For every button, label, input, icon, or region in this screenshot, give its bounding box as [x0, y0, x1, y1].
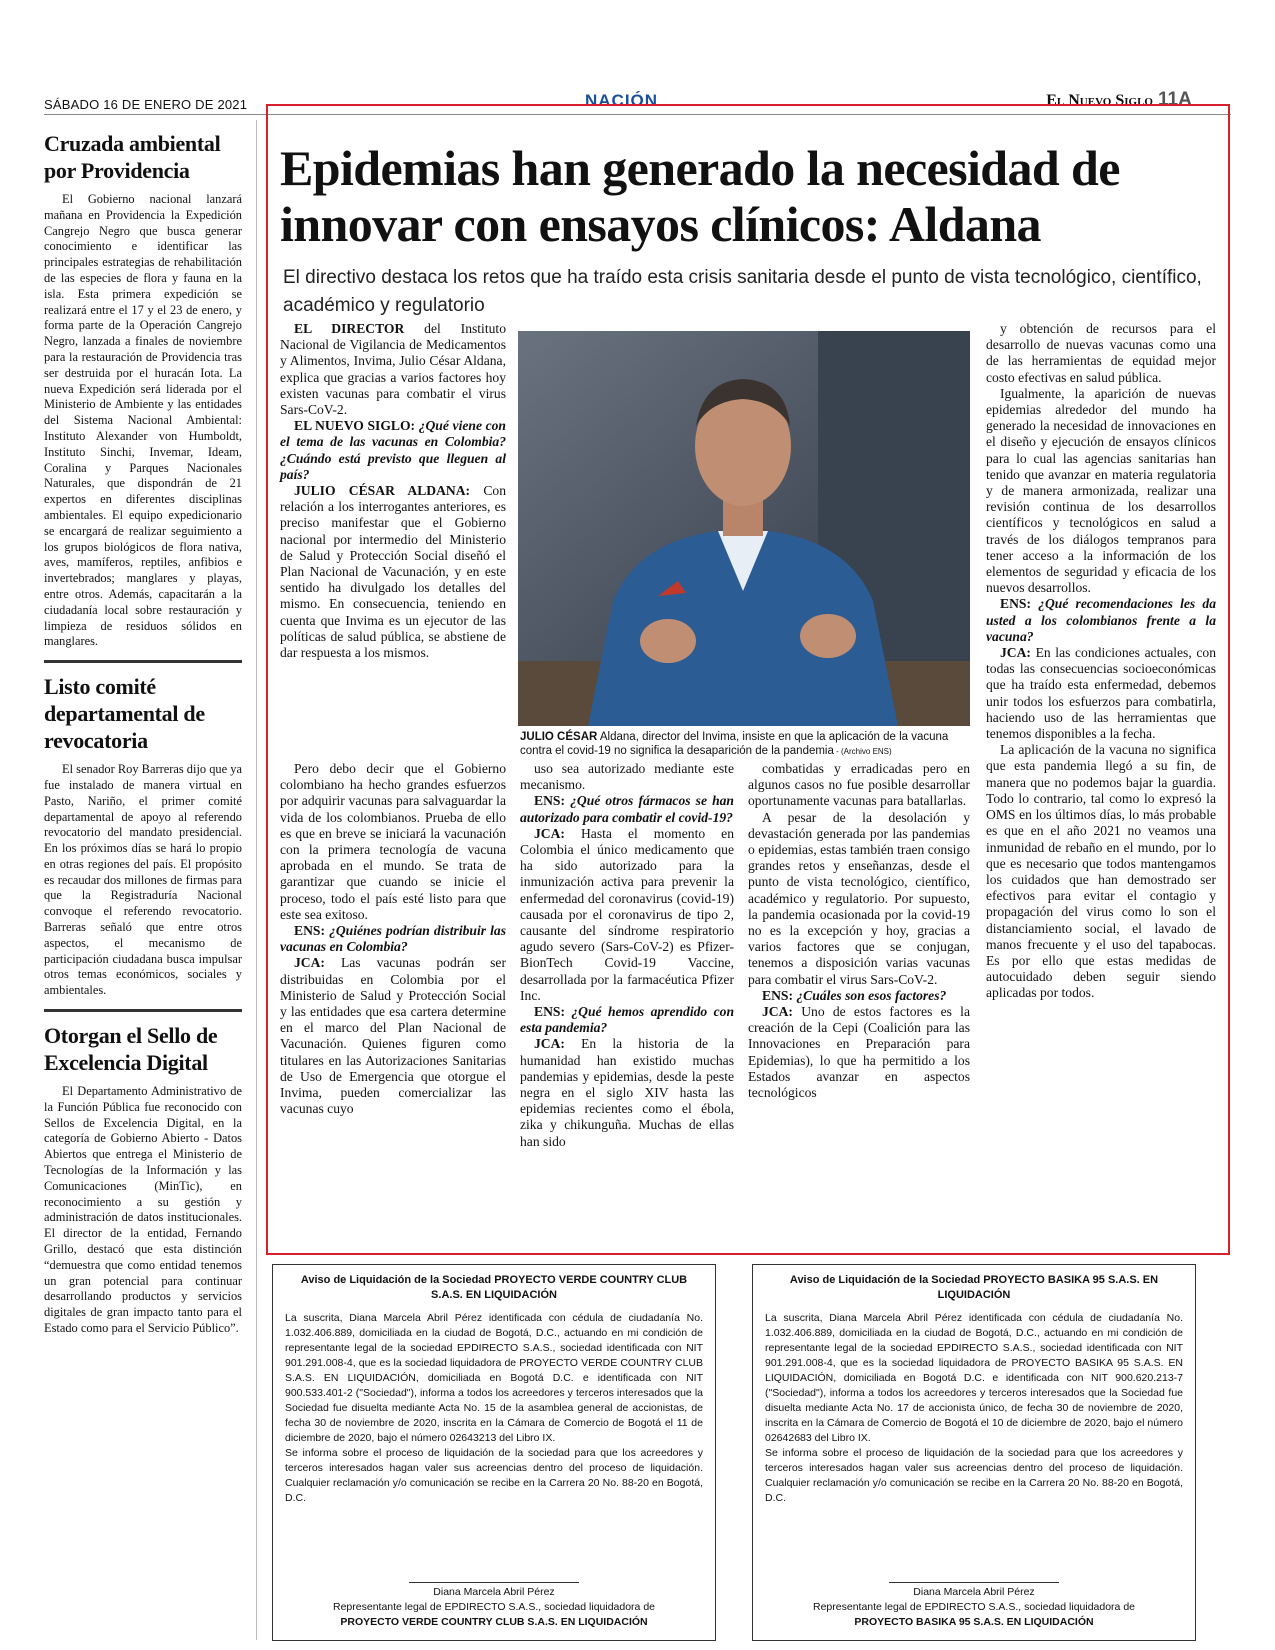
answer-speaker: JULIO CÉSAR ALDANA: — [294, 483, 471, 499]
photo-caption — [520, 730, 970, 759]
paragraph: La aplicación de la vacuna no significa que esta pandemia llegó a su fin, de manera que no podemos bajar la guardia. Todo lo contrario, tal como lo expresó la OMS en los últimos días, lo más probable es que en el año 2021 no veamos una inmunidad de rebaño en el mundo, por lo que es necesario que todos mantengamos los cuidados que han demostrado ser efectivos para evitar el contagio y propagación del virus como lo son el distanciamiento social, el lavado de manos frecuente y el uso del tapabocas. Es por ello que estas medidas de autocuidado deben seguir siendo aplicadas por todos. — [986, 742, 1216, 1001]
paragraph: Igualmente, la aparición de nuevas epidemias alrededor del mundo ha generado la necesidad de innovaciones en el diseño y ejecución de ensayos clínicos para lo cual las agencias sanitarias han tenido que avanzar en materia regulatoria y de manera armonizada, realizar una revisión continua de los desarrollos científicos y tecnológicos en salud a través de los diálogos tempranos para tener acceso a la información de los elementos de seguridad y eficacia de los nuevos desarrollos. — [986, 385, 1216, 596]
question: ¿Qué viene con el tema de las vacunas en Colombia? ¿Cuándo está previsto que lleguen al país? — [280, 418, 506, 482]
brief-story — [44, 673, 242, 1012]
signature-line — [409, 1582, 579, 1583]
signature-role: Representante legal de EPDIRECTO S.A.S., sociedad liquidadora de — [333, 1601, 655, 1613]
brief-body: El Departamento Administrativo de la Función Pública fue reconocido con Sellos de Excelencia Digital, en la categoría de Gobierno Abierto - Datos Abiertos que entrega el Ministerio de Tecnologías de la Información y las Comunicaciones (MinTic), en reconocimiento a su gestión y administración de datos institucionales. El director de la entidad, Fernando Grillo, destacó que esta distinción “demuestra que como entidad tenemos un gran potencial para continuar desarrollando productos y servicios digitales de gran impacto tanto para el Estado como para el Servicio Público”. — [44, 1084, 242, 1336]
issue-date: SÁBADO 16 DE ENERO DE 2021 — [44, 97, 248, 112]
question-speaker: ENS: — [762, 987, 793, 1003]
brief-title: Listo comité departamental de revocatoria — [44, 674, 205, 754]
lead-in: EL DIRECTOR — [294, 321, 405, 336]
answer: Con relación a los interrogantes anteriores, es preciso manifestar que el Gobierno nacional por intermedio del Ministerio de Salud y Protección Social diseñó el Plan Nacional de Vacunación, y en este sentido ha divulgado los detalles del mismo. En consecuencia, teniendo en cuenta que Invima es un ejecutor de las políticas de salud pública, se abstiene de dar respuesta a los mismos. — [280, 483, 506, 661]
answer: En las condiciones actuales, con todas las consecuencias socioeconómicas que ha traído esta enfermedad, debemos unir todos los esfuerzos para combatirla, haciendo uso de las herramientas que tenemos disponibles a la fecha. — [986, 645, 1216, 742]
signature-line — [889, 1582, 1059, 1583]
answer-speaker: JCA: — [294, 955, 325, 971]
question: ¿Qué hemos aprendido con esta pandemia? — [520, 1004, 734, 1036]
paragraph: del Instituto Nacional de Vigilancia de Medicamentos y Alimentos, Invima, Julio César Aldana, explica que gracias a varios factores hoy existen vacunas para combatir el virus Sars-CoV-2. — [280, 321, 506, 418]
notice-body: La suscrita, Diana Marcela Abril Pérez identificada con cédula de ciudadanía No. 1.032.406.889, domiciliada en la ciudad de Bogotá, D.C., actuando en mi condición de representante legal de la sociedad EPDIRECTO S.A.S., sociedad identificada con NIT 901.291.008-4, que es la sociedad liquidadora de PROYECTO VERDE COUNTRY CLUB S.A.S. EN LIQUIDACIÓN, domiciliada en Bogotá D.C. e identificada con NIT 900.533.401-2 ("Sociedad"), informa a todos los acreedores y terceros interesados que la Sociedad fue disuelta mediante Acta No. 15 de la asamblea general de accionistas, de fecha 30 de noviembre de 2020, inscrita en la Cámara de Comercio de Bogotá el 11 de diciembre de 2020, bajo el número 02643213 del Libro IX. — [285, 1312, 703, 1444]
page-number: 11A — [1158, 89, 1192, 110]
answer-speaker: JCA: — [534, 1036, 565, 1052]
brief-title: Otorgan el Sello de Excelencia Digital — [44, 1023, 218, 1076]
caption-lead: JULIO CÉSAR — [520, 731, 598, 743]
legal-notice-1 — [272, 1264, 716, 1641]
section-name: NACIÓN — [585, 91, 659, 110]
notice-body-2: Se informa sobre el proceso de liquidación de la sociedad para que los acreedores y terceros interesados hagan valer sus acreencias dentro del proceso de liquidación. Cualquier reclamación y/o comunicación se recibe en la Carrera 20 No. 88-20 en Bogotá, D.C. — [285, 1447, 703, 1504]
question-speaker: ENS: — [1000, 596, 1031, 612]
signature-role: Representante legal de EPDIRECTO S.A.S., sociedad liquidadora de — [813, 1601, 1135, 1613]
question: ¿Qué recomendaciones les da usted a los colombianos frente a la vacuna? — [986, 596, 1216, 644]
answer: En la historia de la humanidad han existido muchas pandemias y epidemias, desde la peste negra en el siglo XIV hasta las epidemias recientes como el ébola, zika y chikunguña. Muchas de ellas han sido — [520, 1036, 734, 1149]
paragraph: A pesar de la desolación y devastación generada por las pandemias o epidemias, estas también traen consigo grandes retos y enseñanzas, desde el punto de vista tecnológico, científico, académico y regulatorio. Por supuesto, la pandemia ocasionada por la covid-19 no es la excepción y hoy, gracias a varios factores que se conjugan, tenemos a disposición varias vacunas para combatir el virus Sars-CoV-2. — [748, 809, 970, 987]
photo-credit: - (Archivo ENS) — [833, 747, 892, 756]
notice-title: Aviso de Liquidación de la Sociedad PROYECTO BASIKA 95 S.A.S. EN LIQUIDACIÓN — [789, 1274, 1159, 1301]
answer-speaker: JCA: — [1000, 645, 1031, 661]
signature-name: Diana Marcela Abril Pérez — [913, 1586, 1035, 1598]
answer-speaker: JCA: — [534, 825, 565, 841]
question-speaker: EL NUEVO SIGLO: — [294, 418, 416, 434]
notice-title: Aviso de Liquidación de la Sociedad PROYECTO VERDE COUNTRY CLUB S.A.S. EN LIQUIDACIÓN — [300, 1274, 688, 1301]
paragraph: y obtención de recursos para el desarrollo de nuevas vacunas como una de las herramientas de equidad mejor costo efectivas en salud pública. — [986, 321, 1216, 385]
signature-name: Diana Marcela Abril Pérez — [433, 1586, 555, 1598]
newspaper-name: El Nuevo Siglo — [1046, 92, 1153, 109]
question: ¿Cuáles son esos factores? — [792, 987, 947, 1003]
notice-signature — [273, 1582, 715, 1630]
article-subhead: El directivo destaca los retos que ha traído esta crisis sanitaria desde el punto de vista tecnológico, científico, académico y regulatorio — [283, 267, 1202, 316]
signature-company: PROYECTO BASIKA 95 S.A.S. EN LIQUIDACIÓN — [854, 1616, 1094, 1628]
article-column-4 — [748, 761, 970, 1101]
brief-story — [44, 1022, 242, 1347]
answer: Hasta el momento en Colombia el único medicamento que ha sido autorizado para la inmunización activa para prevenir la enfermedad del coronavirus (covid-19) causada por el coronavirus de tipo 2, causante del síndrome respiratorio agudo severo (Sars-CoV-2) es Pfizer-BionTech Covid-19 Vaccine, desarrollada por la farmacéutica Pfizer Inc. — [520, 825, 734, 1003]
article-column-5 — [986, 321, 1216, 1002]
signature-company: PROYECTO VERDE COUNTRY CLUB S.A.S. EN LIQUIDACIÓN — [340, 1616, 648, 1628]
notice-body: La suscrita, Diana Marcela Abril Pérez identificada con cédula de ciudadanía No. 1.032.406.889, domiciliada en la ciudad de Bogotá, D.C., actuando en mi condición de representante legal de la sociedad EPDIRECTO S.A.S., sociedad identificada con NIT 901.291.008-4, que es la sociedad liquidadora de PROYECTO BASIKA 95 S.A.S. EN LIQUIDACIÓN, domiciliada en Bogotá D.C. e identificada con NIT 900.620.213-7 ("Sociedad"), informa a todos los acreedores y terceros interesados que la Sociedad fue disuelta mediante Acta No. 17 de accionista único, de fecha 30 de noviembre de 2020, inscrita en la Cámara de Comercio de Bogotá el 10 de diciembre de 2020, bajo el número 02642683 del Libro IX. — [765, 1312, 1183, 1444]
paragraph: uso sea autorizado mediante este mecanismo. — [520, 761, 734, 793]
question: ¿Quiénes podrían distribuir las vacunas en Colombia? — [280, 923, 506, 955]
notice-signature — [753, 1582, 1195, 1630]
article-headline: Epidemias han generado la necesidad de innovar con ensayos clínicos: Aldana — [280, 140, 1120, 252]
question-speaker: ENS: — [534, 1004, 565, 1020]
answer-speaker: JCA: — [762, 1004, 793, 1020]
notice-body-2: Se informa sobre el proceso de liquidación de la sociedad para que los acreedores y terceros interesados hagan valer sus acreencias dentro del proceso de liquidación. Cualquier reclamación y/o comunicación se recibe en la Carrera 20 No. 88-20 en Bogotá, D.C. — [765, 1447, 1183, 1504]
answer: Uno de estos factores es la creación de la Cepi (Coalición para las Innovaciones en Preparación para Epidemias), lo que ha permitido a los Estados avanzar en aspectos tecnológicos — [748, 1004, 970, 1101]
caption-text: Aldana, director del Invima, insiste en que la aplicación de la vacuna contra el covid-19 no significa la desaparición de la pandemia — [520, 731, 949, 757]
paragraph: combatidas y erradicadas pero en algunos casos no fue posible desarrollar oportunamente vacunas para batallarlas. — [748, 761, 970, 809]
brief-title: Cruzada ambiental por Providencia — [44, 131, 221, 183]
brief-body: El Gobierno nacional lanzará mañana en Providencia la Expedición Cangrejo Negro que busca generar conocimiento e identificar las principales estrategias de rehabilitación de las especies de flora y fauna en la isla. Esta primera expedición se realizará entre el 17 y el 23 de enero, y forma parte de la Operación Cangrejo Negro, lanzada a finales de noviembre para la restauración de Providencia tras ser destruida por el huracán Iota. La nueva Expedición será liderada por el Ministerio de Ambiente y las entidades del Sistema Nacional Ambiental: Instituto Alexander von Humboldt, Instituto Sinchi, Invemar, Ideam, Coralina y Parques Nacionales Naturales, que dispondrán de 21 expertos en diferentes disciplinas ambientales. El equipo expedicionario se encargará de realizar seguimiento a los grupos biológicos de flora nativa, aves, mamíferos, reptiles, anfibios e invertebrados; manglares y playas, entre otros. Además, capacitarán a la ciudadanía local sobre restauración y limpieza de residuos sólidos en manglares. — [44, 192, 242, 649]
article-column-1 — [280, 321, 506, 661]
interview-photo — [518, 331, 970, 726]
paragraph: Pero debo decir que el Gobierno colombiano ha hecho grandes esfuerzos por adquirir vacunas para salvaguardar la vida de los colombianos. Prueba de ello es que en breve se iniciará la vacunación con la primera tecnología de vacuna aprobada en el mundo. Se trata de garantizar que cuando se inicie el proceso, todo el país esté listo para que este sea exitoso. — [280, 761, 506, 922]
brief-story — [44, 130, 242, 663]
answer: Las vacunas podrán ser distribuidas en Colombia por el Ministerio de Salud y Protección Social y las entidades que esa cartera determine en el marco del Plan Nacional de Vacunación. Quienes figuren como titulares en las Autorizaciones Sanitarias de Uso de Emergencia que otorgue el Invima, pueden comercializar las vacunas cuyo — [280, 955, 506, 1117]
sidebar-briefs — [44, 130, 242, 1357]
brief-body: El senador Roy Barreras dijo que ya fue instalado de manera virtual en Pasto, Nariño, el primer comité departamental de apoyo al referendo revocatorio del mandato presidencial. En los próximos días se hará lo propio en otras regiones del país. El propósito es recaudar dos millones de firmas para que la Registraduría Nacional convoque el referendo revocatorio. Barreras señaló que entre otros aspectos, el mecanismo de participación ciudadana busca impulsar otros temas económicos, sociales y ambientales. — [44, 762, 242, 998]
article-column-2 — [280, 761, 506, 1117]
column-divider — [256, 120, 257, 1640]
article-column-3 — [520, 761, 734, 1150]
question: ¿Qué otros fármacos se han autorizado para combatir el covid-19? — [520, 793, 734, 825]
portrait-illustration — [518, 331, 970, 726]
question-speaker: ENS: — [534, 793, 565, 809]
question-speaker: ENS: — [294, 923, 325, 939]
legal-notice-2 — [752, 1264, 1196, 1641]
